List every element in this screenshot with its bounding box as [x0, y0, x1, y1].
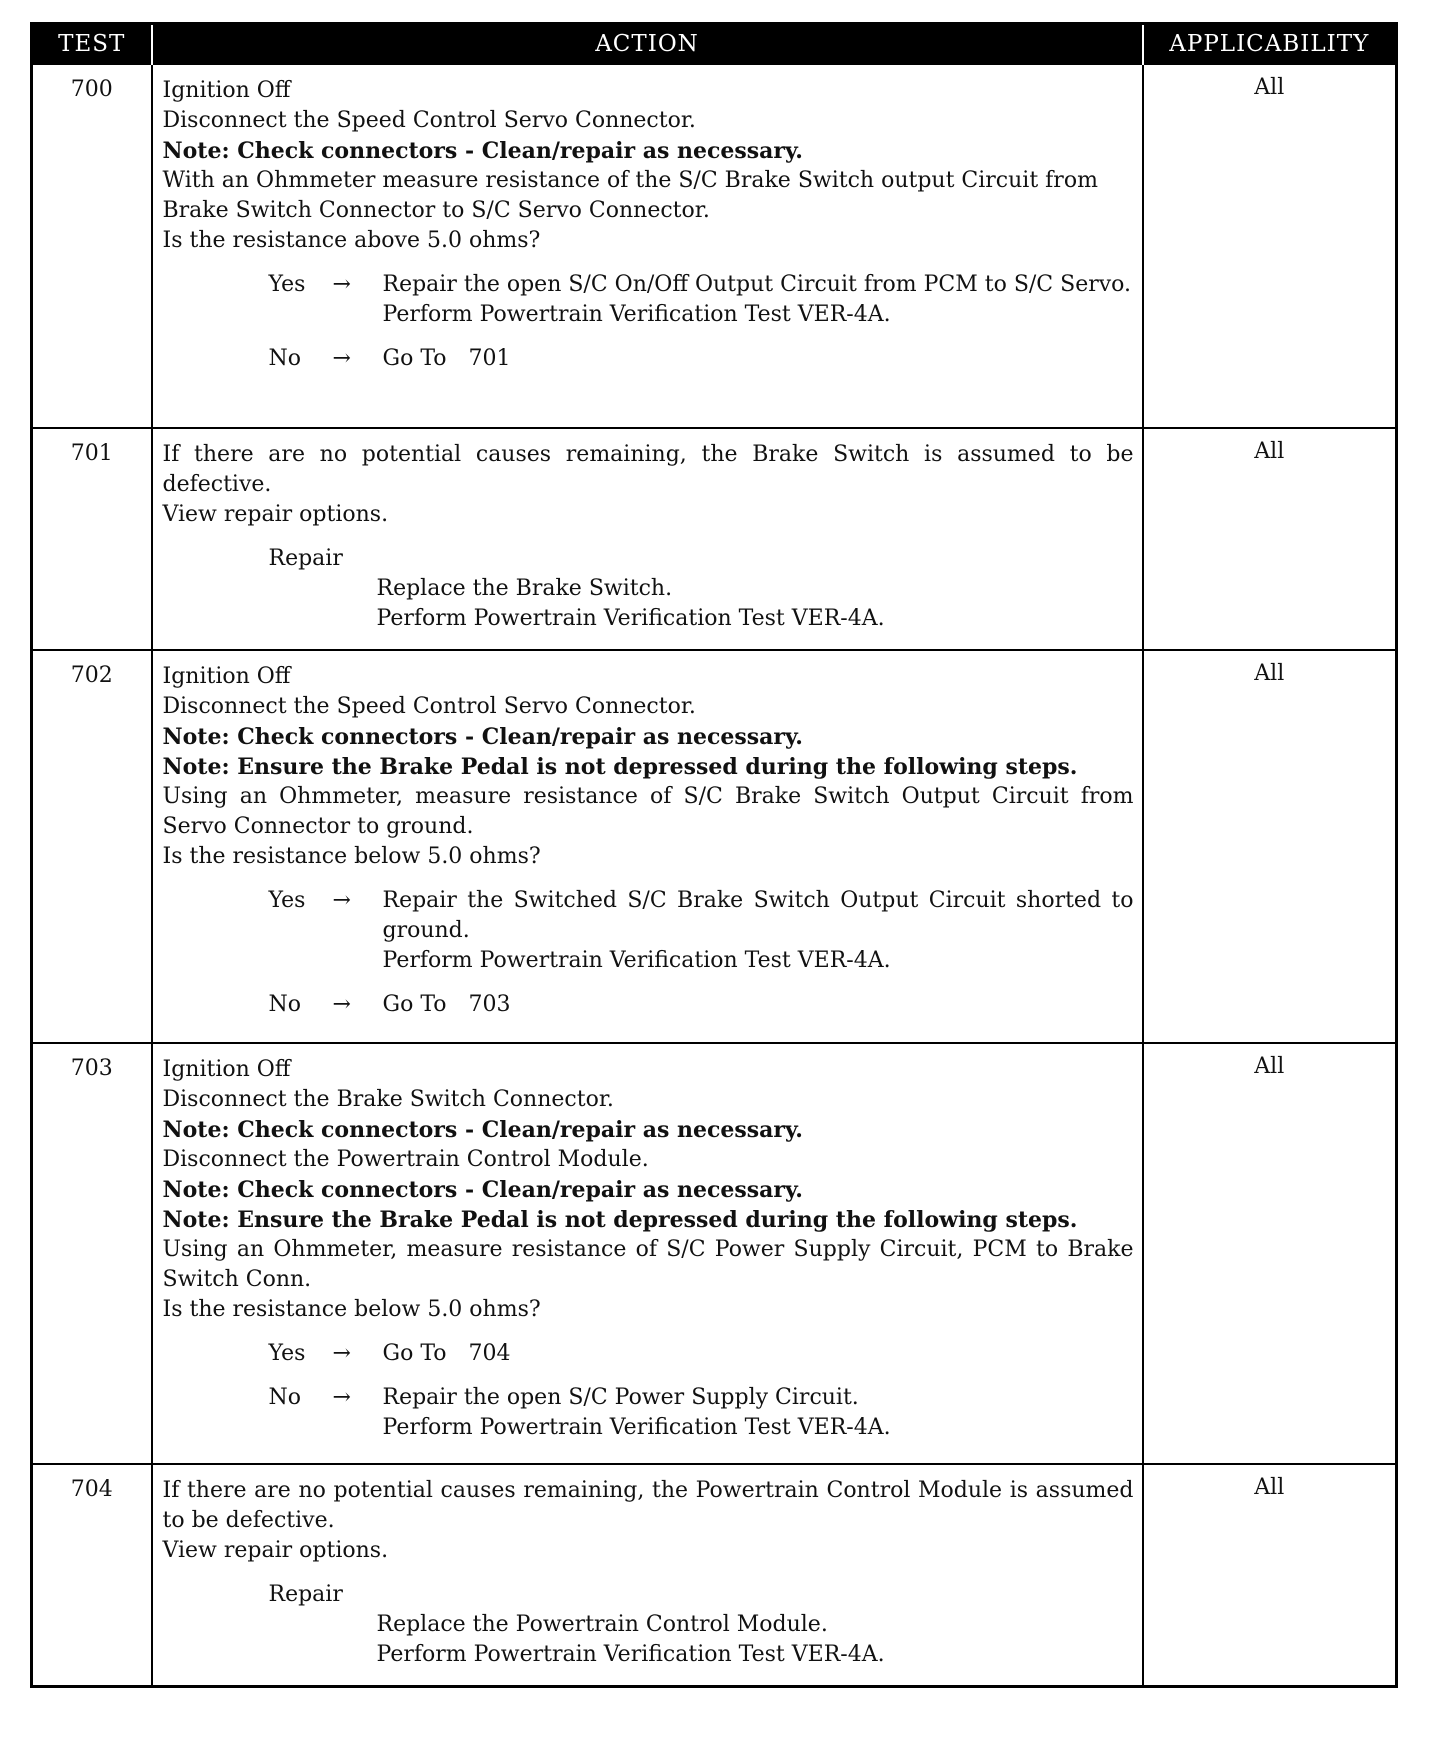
step-line: Using an Ohmmeter, measure resistance of S/C Power Supply Circuit, PCM to Brake Switch Conn.: [162, 1237, 1134, 1292]
header-row: [32, 24, 1397, 65]
test-row-700: [32, 64, 1397, 428]
diagnostic-table: [30, 22, 1398, 1688]
test-row-701: [32, 428, 1397, 650]
action-cell: [152, 64, 1143, 428]
repair-label: Repair: [268, 546, 343, 571]
test-row-703: [32, 1043, 1397, 1464]
goto-target: 704: [468, 1341, 511, 1366]
test-number: 704: [32, 1464, 152, 1686]
yes-result: [163, 270, 1134, 330]
arrow-icon: →: [332, 1341, 351, 1366]
no-label: No: [268, 992, 301, 1017]
applicability-value: All: [1143, 1043, 1397, 1464]
goto-reference: [383, 990, 1134, 1020]
note-line: Note: Check connectors - Clean/repair as necessary.: [162, 138, 803, 164]
goto-target: 703: [468, 992, 511, 1017]
result-body: [383, 1383, 1134, 1443]
yes-label: Yes: [268, 272, 306, 297]
result-text: Repair the open S/C Power Supply Circuit.: [382, 1385, 859, 1410]
goto-reference: [383, 344, 1134, 374]
yes-result: [163, 886, 1134, 976]
action-cell: [152, 1043, 1143, 1464]
yes-label: Yes: [268, 1341, 306, 1366]
goto-reference: [383, 1339, 1134, 1369]
repair-options: [163, 1580, 1134, 1670]
step-line: Ignition Off: [162, 1057, 291, 1082]
question-line: Is the resistance above 5.0 ohms?: [162, 228, 541, 253]
note-line: Note: Check connectors - Clean/repair as necessary.: [162, 1177, 803, 1203]
question-line: Is the resistance below 5.0 ohms?: [162, 844, 541, 869]
repair-steps: [377, 1610, 1134, 1670]
action-cell: [152, 1464, 1143, 1686]
action-cell: [152, 650, 1143, 1043]
no-result: [163, 1383, 1134, 1443]
step-line: Disconnect the Powertrain Control Module.: [162, 1147, 649, 1172]
repair-step: Perform Powertrain Verification Test VER-4A.: [376, 1642, 885, 1667]
applicability-value: All: [1143, 64, 1397, 428]
step-line: Ignition Off: [162, 78, 291, 103]
header-applicability: APPLICABILITY: [1143, 24, 1397, 65]
diagnostic-test-sheet: [30, 22, 1398, 1688]
result-text: Perform Powertrain Verification Test VER-4A.: [382, 1415, 891, 1440]
arrow-icon: →: [332, 992, 351, 1017]
test-number: 702: [32, 650, 152, 1043]
result-body: [383, 886, 1134, 976]
result-text: Repair the Switched S/C Brake Switch Output Circuit shorted to ground.: [382, 888, 1134, 943]
test-number: 700: [32, 64, 152, 428]
result-text: Repair the open S/C On/Off Output Circuit from PCM to S/C Servo.: [382, 272, 1132, 297]
result-text: Perform Powertrain Verification Test VER-4A.: [382, 948, 891, 973]
step-line: If there are no potential causes remaining, the Powertrain Control Module is assumed to be defective.: [162, 1478, 1134, 1533]
note-line: Note: Ensure the Brake Pedal is not depressed during the following steps.: [162, 1207, 1078, 1233]
question-line: Is the resistance below 5.0 ohms?: [162, 1297, 541, 1322]
note-line: Note: Ensure the Brake Pedal is not depressed during the following steps.: [162, 754, 1078, 780]
no-result: [163, 344, 1134, 374]
repair-options: [163, 544, 1134, 634]
applicability-value: All: [1143, 428, 1397, 650]
goto-label: Go To: [382, 1341, 447, 1366]
no-label: No: [268, 1385, 301, 1410]
arrow-icon: →: [332, 346, 351, 371]
yes-result: [163, 1339, 1134, 1369]
result-body: [383, 270, 1134, 330]
applicability-value: All: [1143, 1464, 1397, 1686]
note-line: Note: Check connectors - Clean/repair as necessary.: [162, 1117, 803, 1143]
action-cell: [152, 428, 1143, 650]
step-line: View repair options.: [162, 502, 389, 527]
arrow-icon: →: [332, 1385, 351, 1410]
repair-step: Replace the Brake Switch.: [376, 576, 673, 601]
step-line: With an Ohmmeter measure resistance of the S/C Brake Switch output Circuit from Brake Switch Connector to S/C Servo Connector.: [162, 168, 1098, 223]
step-line: Using an Ohmmeter, measure resistance of S/C Brake Switch Output Circuit from Servo Connector to ground.: [162, 784, 1134, 839]
step-line: Disconnect the Speed Control Servo Connector.: [162, 694, 696, 719]
applicability-value: All: [1143, 650, 1397, 1043]
test-row-704: [32, 1464, 1397, 1686]
no-label: No: [268, 346, 301, 371]
no-result: [163, 990, 1134, 1020]
arrow-icon: →: [332, 272, 351, 297]
header-action: ACTION: [152, 24, 1143, 65]
test-row-702: [32, 650, 1397, 1043]
test-number: 701: [32, 428, 152, 650]
step-line: Ignition Off: [162, 664, 291, 689]
header-test: TEST: [32, 24, 152, 65]
step-line: View repair options.: [162, 1538, 389, 1563]
goto-target: 701: [468, 346, 511, 371]
result-text: Perform Powertrain Verification Test VER-4A.: [382, 302, 891, 327]
goto-label: Go To: [382, 992, 447, 1017]
step-line: Disconnect the Speed Control Servo Connector.: [162, 108, 696, 133]
repair-step: Replace the Powertrain Control Module.: [376, 1612, 828, 1637]
step-line: Disconnect the Brake Switch Connector.: [162, 1087, 614, 1112]
note-line: Note: Check connectors - Clean/repair as necessary.: [162, 724, 803, 750]
arrow-icon: →: [332, 888, 351, 913]
repair-steps: [377, 574, 1134, 634]
test-number: 703: [32, 1043, 152, 1464]
step-line: If there are no potential causes remaining, the Brake Switch is assumed to be defective.: [162, 442, 1134, 497]
yes-label: Yes: [268, 888, 306, 913]
repair-label: Repair: [268, 1582, 343, 1607]
goto-label: Go To: [382, 346, 447, 371]
repair-step: Perform Powertrain Verification Test VER-4A.: [376, 606, 885, 631]
